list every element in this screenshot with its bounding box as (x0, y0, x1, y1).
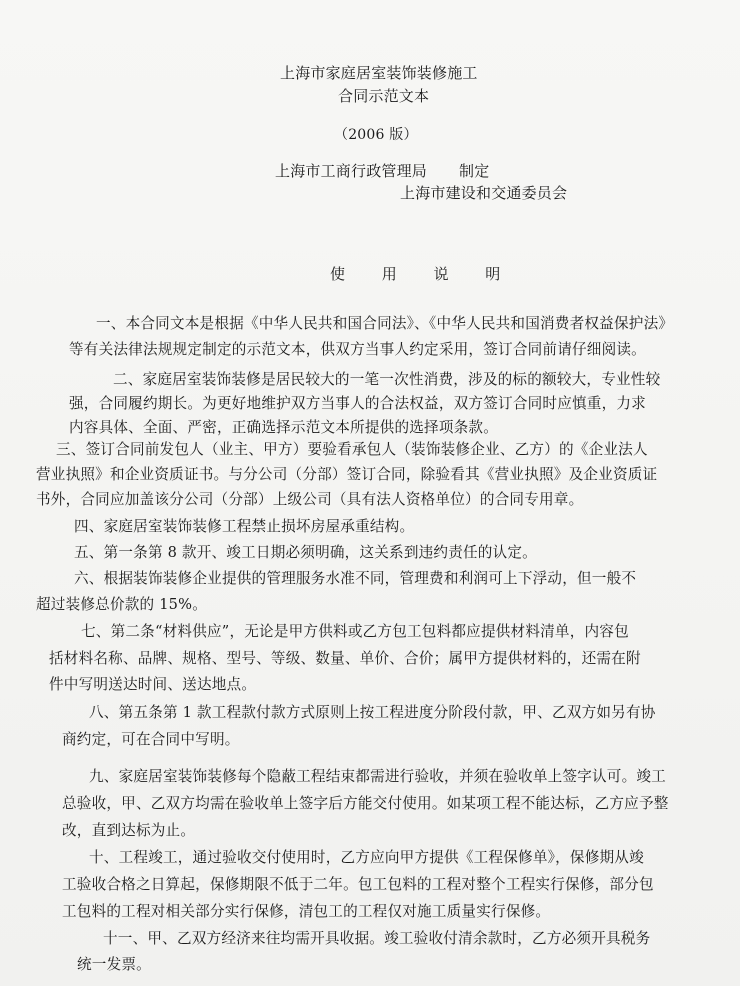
body-line: 括材料名称、品牌、规格、型号、等级、数量、单价、合价；属甲方提供材料的，还需在附 (49, 650, 641, 667)
document-title-line2: 合同示范文本 (338, 87, 430, 105)
body-line: 改，直到达标为止。 (62, 822, 196, 839)
body-line: 一、本合同文本是根据《中华人民共和国合同法》、《中华人民共和国消费者权益保护法》 (96, 315, 674, 332)
body-line: 六、根据装饰装修企业提供的管理服务水准不同，管理费和利润可上下浮动，但一般不 (74, 570, 637, 587)
body-line: 工包料的工程对相关部分实行保修，清包工的工程仅对施工质量实行保修。 (62, 903, 551, 920)
issuer-suffix: 制定 (459, 162, 490, 180)
body-line: 七、第二条“材料供应”，无论是甲方供料或乙方包工包料都应提供材料清单，内容包 (81, 623, 629, 640)
body-line: 总验收，甲、乙双方均需在验收单上签字后方能交付使用。如某项工程不能达标，乙方应予整 (62, 795, 669, 812)
body-line: 等有关法律法规规定制定的示范文本，供双方当事人约定采用，签订合同前请仔细阅读。 (69, 341, 646, 358)
body-line: 件中写明送达时间、送达地点。 (49, 676, 257, 693)
body-line: 十、工程竣工，通过验收交付使用时，乙方应向甲方提供《工程保修单》，保修期从竣 (89, 849, 644, 866)
issuer-line2: 上海市建设和交通委员会 (400, 184, 568, 202)
issuer-line1: 上海市工商行政管理局 (275, 162, 428, 180)
body-line: 五、第一条第 8 款开、竣工日期必须明确，这关系到违约责任的认定。 (74, 544, 537, 561)
body-line: 书外，合同应加盖该分公司（分部）上级公司（具有法人资格单位）的合同专用章。 (36, 491, 584, 508)
body-line: 统一发票。 (77, 956, 151, 973)
body-line: 超过装修总价款的 15%。 (36, 596, 208, 613)
body-line: 营业执照》和企业资质证书。与分公司（分部）签订合同，除验看其《营业执照》及企业资质证 (36, 466, 658, 483)
document-title-line1: 上海市家庭居室装饰装修施工 (280, 64, 478, 82)
section-title: 使 用 说 明 (330, 265, 517, 283)
body-line: 十一、甲、乙双方经济来往均需开具收据。竣工验收付清余款时，乙方必须开具税务 (103, 930, 651, 947)
body-line: 内容具体、全面、严密，正确选择示范文本所提供的选择项条款。 (69, 419, 499, 436)
body-line: 九、家庭居室装饰装修每个隐蔽工程结束都需进行验收，并须在验收单上签字认可。竣工 (89, 768, 666, 785)
body-line: 四、家庭居室装饰装修工程禁止损坏房屋承重结构。 (74, 518, 415, 535)
body-line: 二、家庭居室装饰装修是居民较大的一笔一次性消费，涉及的标的额较大，专业性较 (113, 371, 661, 388)
body-line: 工验收合格之日算起，保修期限不低于二年。包工包料的工程对整个工程实行保修，部分包 (62, 876, 654, 893)
body-line: 商约定，可在合同中写明。 (62, 731, 240, 748)
body-line: 三、签订合同前发包人（业主、甲方）要验看承包人（装饰装修企业、乙方）的《企业法人 (56, 441, 648, 458)
body-line: 强，合同履约期长。为更好地维护双方当事人的合法权益，双方签订合同时应慎重，力求 (69, 395, 646, 412)
body-line: 八、第五条第 1 款工程款付款方式原则上按工程进度分阶段付款，甲、乙双方如另有协 (89, 704, 656, 721)
document-edition: （2006 版） (334, 127, 418, 143)
